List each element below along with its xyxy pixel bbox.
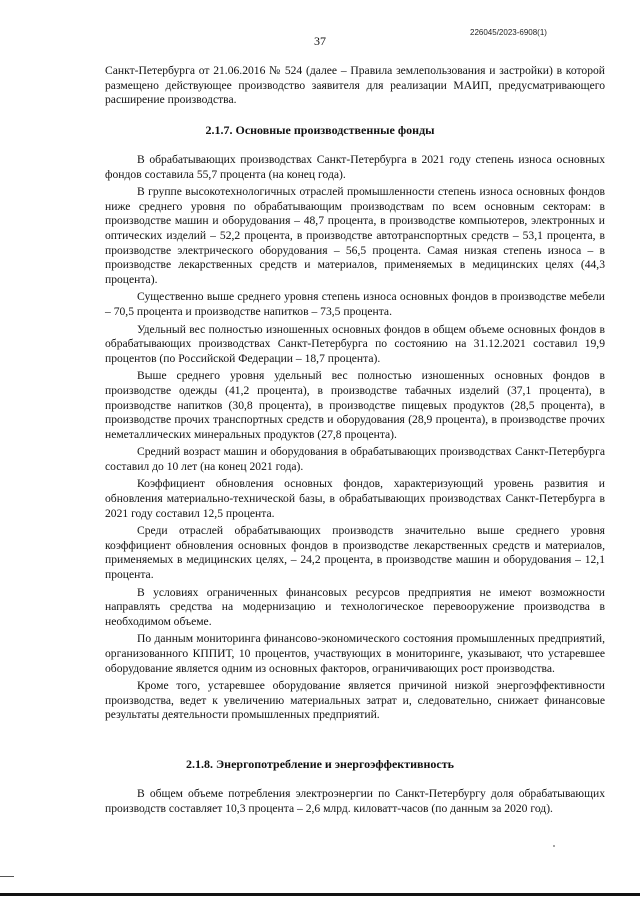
paragraph-above-average-worn: Выше среднего уровня удельный вес полностью изношенных основных фондов в производстве одежды (41,2 процента), в производстве табачных изделий (37,1 процента), в производстве напитков (30,8 процента), в производстве пищевых продуктов (28,5 процента), в производстве прочих транспортных средств и оборудования (28,9 процента), в производстве прочих неметаллических минеральных продуктов (27,8 процента). — [105, 369, 605, 441]
paragraph-furniture-drinks: Существенно выше среднего уровня степень износа основных фондов в производстве мебели – 70,5 процента и производстве напитков – 73,5 процента. — [105, 290, 605, 318]
paragraph-electricity-share: В общем объеме потребления электроэнергии по Санкт-Петербургу доля обрабатывающих производств составляет 10,3 процента – 2,6 млрд. киловатт-часов (по данным за 2020 год). — [105, 787, 605, 815]
paragraph-hightech-wear: В группе высокотехнологичных отраслей промышленности степень износа основных фондов ниже среднего уровня по обрабатывающим производствам по всем основным секторам: в производстве машин и оборудования – 48,7 процента, в производстве компьютеров, электронных и оптических изделий – 52,2 процента, в производстве автотранспортных средств – 53,1 процента, в производстве электрического оборудования – 56,5 процента. Самая низкая степень износа – в производстве лекарственных средств и материалов, применяемых в медицинских целях (44,3 процента). — [105, 185, 605, 286]
page-bottom-rule — [0, 893, 640, 896]
intro-block — [105, 64, 605, 108]
paragraph-renewal-coefficient: Коэффициент обновления основных фондов, характеризующий уровень развития и обновления материально-технической базы, в обрабатывающих производствах Санкт-Петербурга в 2021 году составил 12,5 процента. — [105, 477, 605, 520]
document-code: 226045/2023-6908(1) — [470, 28, 547, 37]
scan-mark — [0, 876, 14, 877]
page-number: 37 — [314, 34, 326, 48]
section-body-energy — [105, 787, 605, 816]
paragraph-energy-efficiency-cause: Кроме того, устаревшее оборудование является причиной низкой энергоэффективности производства, ведет к увеличению материальных затрат и, следовательно, снижает финансовые результаты деятельности промышленных предприятий. — [105, 679, 605, 722]
paragraph-limited-resources: В условиях ограниченных финансовых ресурсов предприятия не имеют возможности направлять средства на модернизацию и технологическое перевооружение производства в необходимом объеме. — [105, 585, 605, 628]
intro-paragraph: Санкт-Петербурга от 21.06.2016 № 524 (далее – Правила землепользования и застройки) в которой размещено действующее производство заявителя для реализации МАИП, предусматривающего расширение производства. — [105, 64, 605, 107]
paragraph-average-age: Средний возраст машин и оборудования в обрабатывающих производствах Санкт-Петербурга составил до 10 лет (на конец 2021 года). — [105, 445, 605, 473]
paragraph-monitoring: По данным мониторинга финансово-экономического состояния промышленных предприятий, организованного КППИТ, 10 процентов, участвующих в мониторинге, указывают, что устаревшее оборудование является одним из основных факторов, ограничивающих рост производства. — [105, 632, 605, 675]
section-heading-main-funds: 2.1.7. Основные производственные фонды — [205, 123, 435, 137]
paragraph-fully-worn-share: Удельный вес полностью изношенных основных фондов в общем объеме основных фондов в обрабатывающих производствах Санкт-Петербурга по состоянию на 31.12.2021 составил 19,9 процентов (по Российской Федерации – 18,7 процента). — [105, 322, 605, 365]
paragraph-wear-overall: В обрабатывающих производствах Санкт-Петербурга в 2021 году степень износа основных фондов составила 55,7 процента (на конец года). — [105, 153, 605, 181]
section-heading-energy: 2.1.8. Энергопотребление и энергоэффективность — [186, 757, 454, 771]
scan-dot — [553, 845, 555, 847]
section-body-main-funds — [105, 153, 605, 726]
paragraph-renewal-by-industry: Среди отраслей обрабатывающих производств значительно выше среднего уровня коэффициент обновления основных фондов в производстве лекарственных средств и материалов, применяемых в медицинских целях, – 24,2 процента, в производстве машин и оборудования – 12,1 процента. — [105, 524, 605, 582]
